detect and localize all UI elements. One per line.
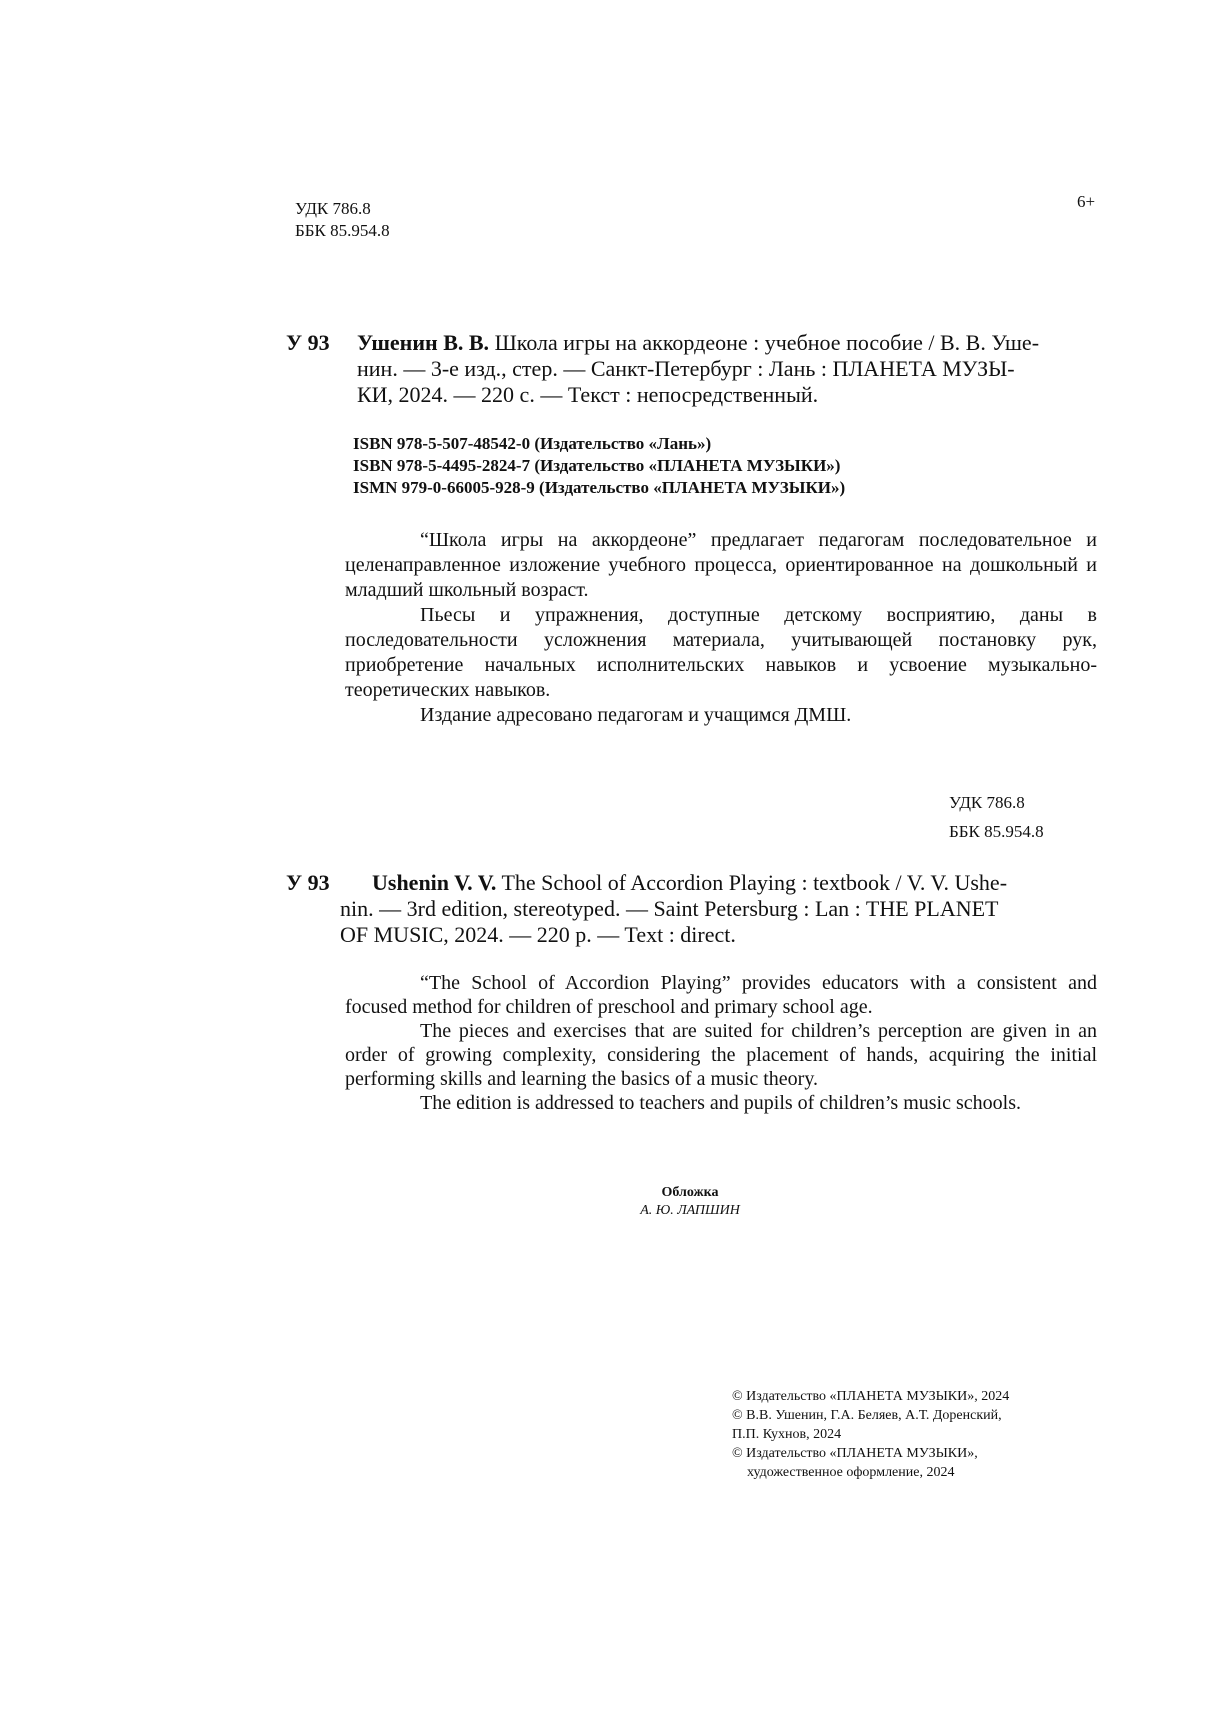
age-rating: 6+ [1077,192,1096,211]
bbk-code: ББК 85.954.8 [949,822,1044,841]
cover-credit-name: А. Ю. ЛАПШИН [640,1203,740,1218]
copyright-line: © Издательство «ПЛАНЕТА МУЗЫКИ», [732,1446,978,1461]
udk-code: УДК 786.8 [295,199,371,218]
ru-entry [357,330,1087,408]
ru-entry-line: нин. — 3-е изд., стер. — Санкт-Петербург : Лань : ПЛАНЕТА МУЗЫ- [357,356,1015,381]
ru-entry-author: Ушенин В. В. [357,330,490,355]
en-annotation-paragraph: The pieces and exercises that are suited for children’s perception are given in an order of growing complexity, considering the placement of hands, acquiring the initial performing skills and learning the basics of a music theory. [345,1020,1097,1090]
top-classification [295,198,390,242]
copyright-line: © В.В. Ушенин, Г.А. Беляев, А.Т. Доренский, [732,1408,1002,1423]
en-entry-line: nin. — 3rd edition, stereotyped. — Saint Petersburg : Lan : THE PLANET [340,896,999,921]
mid-classification [949,788,1044,846]
cover-credit-label: Обложка [661,1185,719,1200]
isbn-lan: ISBN 978-5-507-48542-0 (Издательство «Лань») [353,434,712,453]
bbk-code: ББК 85.954.8 [295,221,390,240]
cover-credit [560,1184,820,1220]
ru-annotation [345,528,1097,728]
ru-annotation-paragraph: “Школа игры на аккордеоне” предлагает педагогам последовательное и целенаправленное изложение учебного процесса, ориентированное на дошкольный и младший школьный возраст. [345,529,1097,601]
isbn-planeta: ISBN 978-5-4495-2824-7 (Издательство «ПЛАНЕТА МУЗЫКИ») [353,456,841,475]
ismn-planeta: ISMN 979-0-66005-928-9 (Издательство «ПЛАНЕТА МУЗЫКИ») [353,478,846,497]
copyright-line: © Издательство «ПЛАНЕТА МУЗЫКИ», 2024 [732,1389,1010,1404]
ru-annotation-paragraph: Издание адресовано педагогам и учащимся ДМШ. [420,704,852,726]
copyright-line: художественное оформление, 2024 [747,1465,955,1480]
en-annotation-paragraph: “The School of Accordion Playing” provides educators with a consistent and focused method for children of preschool and primary school age. [345,972,1097,1018]
ru-entry-line: КИ, 2024. — 220 с. — Текст : непосредственный. [357,382,819,407]
copyright-line: П.П. Кухнов, 2024 [732,1427,842,1442]
ru-entry-code: У 93 [286,330,330,355]
en-entry-code: У 93 [286,870,330,895]
copyright-block [732,1387,1009,1482]
ru-annotation-paragraph: Пьесы и упражнения, доступные детскому восприятию, даны в последовательности усложнения материала, учитывающей постановку рук, приобретение начальных исполнительских навыков и усвоение музыкально-теоретических навыков. [345,604,1097,701]
en-entry-line: The School of Accordion Playing : textbook / V. V. Ushe- [496,870,1008,895]
en-annotation-paragraph: The edition is addressed to teachers and pupils of children’s music schools. [420,1092,1021,1114]
ru-entry-line: Школа игры на аккордеоне : учебное пособие / В. В. Уше- [489,330,1040,355]
udk-code: УДК 786.8 [949,793,1025,812]
en-entry-line: OF MUSIC, 2024. — 220 p. — Text : direct. [340,922,736,947]
en-entry [340,870,1092,948]
en-annotation [345,971,1097,1115]
isbn-block [353,433,845,499]
en-entry-author: Ushenin V. V. [372,870,497,895]
